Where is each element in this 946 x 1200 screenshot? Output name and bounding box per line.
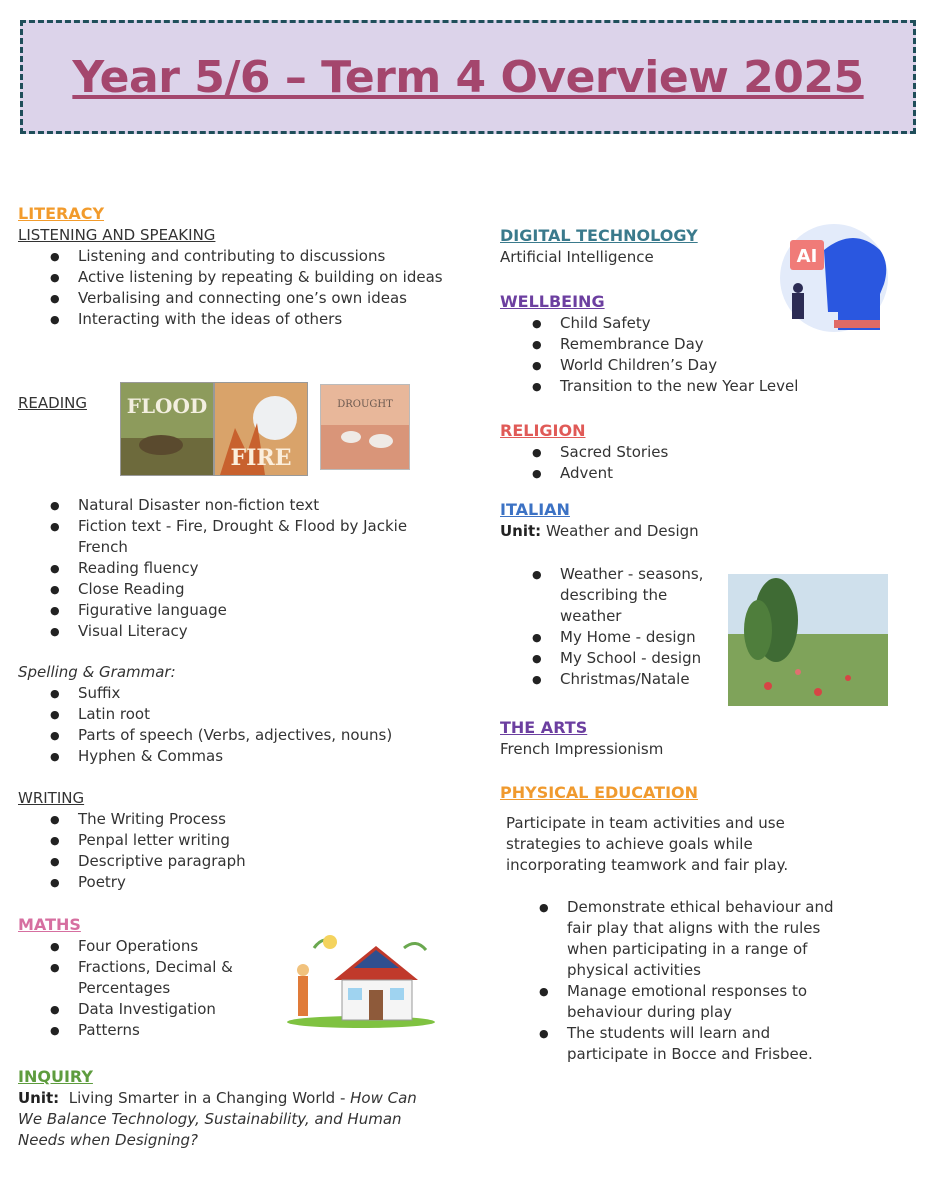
list-item: ● The students will learn and participate in Bocce and Frisbee. [567,1023,847,1065]
book-title-fire: FIRE [230,445,292,471]
list-item: ● Visual Literacy [78,621,448,642]
list-item: ● Data Investigation [78,999,268,1020]
reading-section [18,495,458,893]
digital-section [500,225,780,268]
list-item: ● World Children’s Day [560,355,830,376]
spelling-title: Spelling & Grammar: [18,663,176,681]
title-banner [20,20,916,134]
arts-heading: THE ARTS [500,718,588,737]
writing-list [18,809,458,893]
writing-title: WRITING [18,789,85,807]
book-cover-flood [120,382,214,476]
maths-heading: MATHS [18,915,81,934]
list-item: ● Demonstrate ethical behaviour and fair play that aligns with the rules when participating in a range of physical activities [567,897,847,981]
arts-text: French Impressionism [500,740,664,758]
list-item: ● The Writing Process [78,809,458,830]
list-item: ● Manage emotional responses to behaviour during play [567,981,847,1023]
literacy-section [18,203,458,330]
solar-house-illustration [284,928,438,1028]
italian-heading: ITALIAN [500,500,570,519]
ai-badge: AI [796,246,818,267]
inquiry-unit-text: Living Smarter in a Changing World - [68,1089,351,1107]
list-item: ● Hyphen & Commas [78,746,458,767]
listening-title: LISTENING AND SPEAKING [18,226,216,244]
arts-section [500,717,830,760]
reading-title: READING [18,394,87,412]
list-item: ● Poetry [78,872,458,893]
list-item: ● Fractions, Decimal & Percentages [78,957,268,999]
list-item: ● Christmas/Natale [560,669,710,690]
list-item: ● Remembrance Day [560,334,830,355]
list-item: ● Suffix [78,683,458,704]
pe-list [500,897,847,1065]
list-item: ● Close Reading [78,579,448,600]
wellbeing-list [500,313,830,397]
inquiry-unit [18,1088,438,1151]
inquiry-section [18,1066,438,1151]
book-title-drought: DROUGHT [337,399,393,410]
list-item: ● Interacting with the ideas of others [78,309,448,330]
list-item: ● Descriptive paragraph [78,851,458,872]
list-item: ● Child Safety [560,313,830,334]
religion-list [500,442,830,484]
list-item: ● My Home - design [560,627,710,648]
spelling-list [18,683,458,767]
unit-label: Unit: [18,1089,60,1107]
list-item: ● Reading fluency [78,558,448,579]
list-item: ● Weather - seasons, describing the weather [560,564,710,627]
list-item: ● Fiction text - Fire, Drought & Flood by Jackie French [78,516,448,558]
book-title-flood: FLOOD [126,394,208,418]
list-item: ● Parts of speech (Verbs, adjectives, nouns) [78,725,458,746]
book-cover-fire [214,382,308,476]
list-item: ● Advent [560,463,830,484]
maths-list [18,936,268,1041]
pe-section [500,782,860,1065]
reading-list [18,495,448,642]
inquiry-heading: INQUIRY [18,1067,93,1086]
list-item: ● Sacred Stories [560,442,830,463]
book-cover-drought [320,384,410,470]
digital-heading: DIGITAL TECHNOLOGY [500,226,698,245]
digital-text: Artificial Intelligence [500,248,654,266]
unit-label: Unit: [500,522,542,540]
list-item: ● My School - design [560,648,710,669]
list-item: ● Latin root [78,704,458,725]
literacy-heading: LITERACY [18,204,105,223]
italian-unit-text: Weather and Design [545,522,699,540]
list-item: ● Figurative language [78,600,448,621]
italian-unit [500,521,830,542]
inquiry-question: How Can We Balance Technology, Sustainability, and Human Needs when Designing? [18,1089,417,1149]
religion-heading: RELIGION [500,421,586,440]
wellbeing-heading: WELLBEING [500,292,605,311]
list-item: ● Verbalising and connecting one’s own ideas [78,288,448,309]
italian-list [500,564,710,690]
list-item: ● Penpal letter writing [78,830,458,851]
pe-heading: PHYSICAL EDUCATION [500,783,699,802]
impressionist-painting [728,574,888,706]
list-item: ● Patterns [78,1020,268,1041]
pe-intro: Participate in team activities and use strategies to achieve goals while incorporating teamwork and fair play. [506,814,789,874]
list-item: ● Natural Disaster non-fiction text [78,495,448,516]
maths-section [18,914,278,1041]
religion-section [500,420,830,484]
list-item: ● Active listening by repeating & building on ideas [78,267,448,288]
page-title: Year 5/6 – Term 4 Overview 2025 [72,51,864,103]
listening-list [18,246,448,330]
list-item: ● Transition to the new Year Level [560,376,830,397]
list-item: ● Four Operations [78,936,268,957]
list-item: ● Listening and contributing to discussions [78,246,448,267]
wellbeing-section [500,291,830,397]
